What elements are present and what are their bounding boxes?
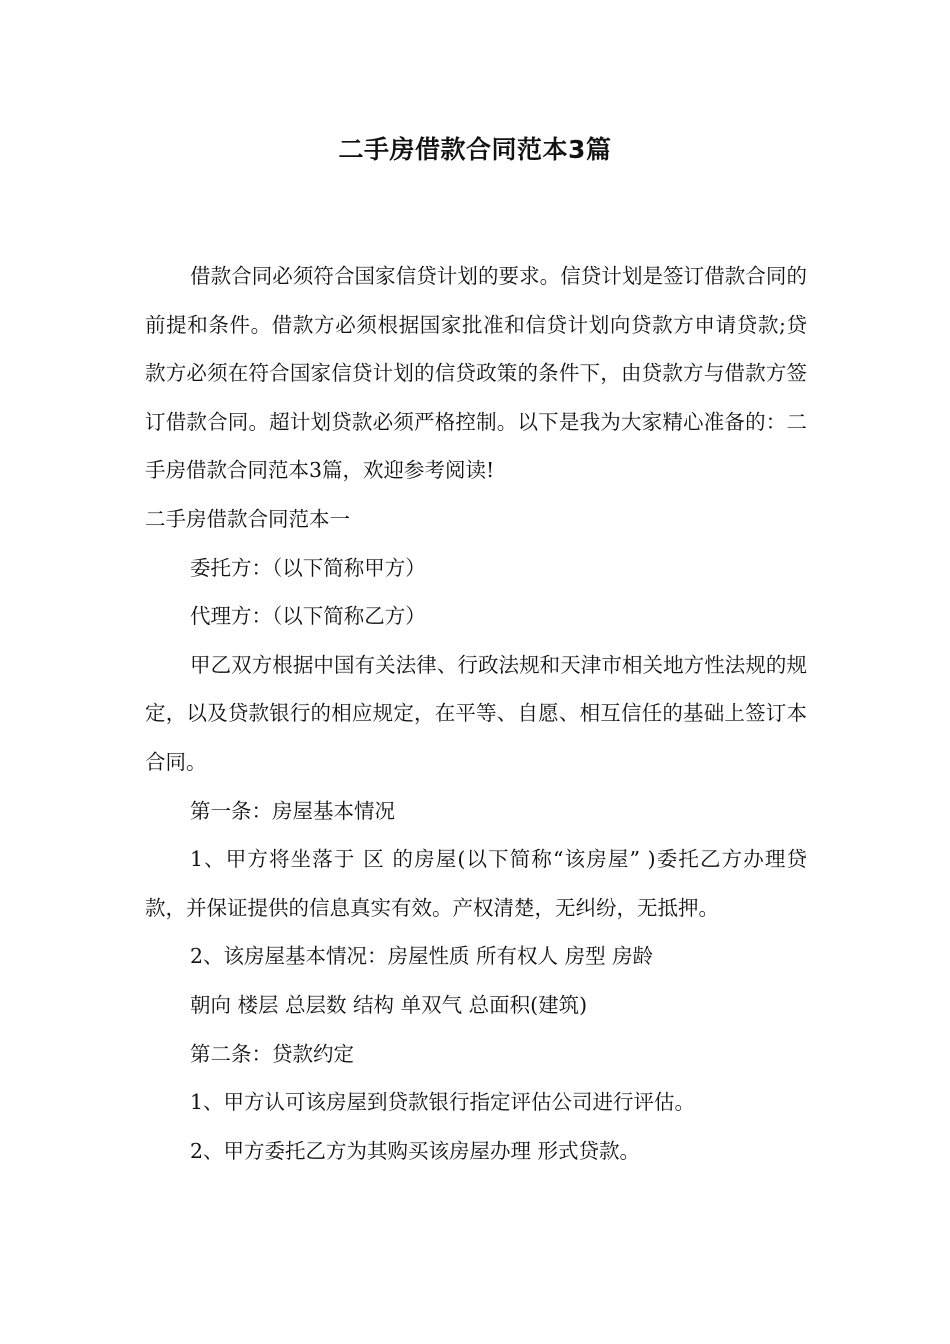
article-one-clause-2: 2、该房屋基本情况：房屋性质 所有权人 房型 房龄 [190,944,654,969]
article-one-heading: 第一条：房屋基本情况 [190,798,395,823]
article-one-clause-1: 1、甲方将坐落于 区 的房屋(以下简称“该房屋” )委托乙方办理贷款，并保证提供的信息真实有效。产权清楚，无纠纷，无抵押。 [145,847,807,920]
document-title: 二手房借款合同范本3篇 [338,135,612,164]
article-one-clause-2-continued: 朝向 楼层 总层数 结构 单双气 总面积(建筑) [190,992,588,1017]
party-agent: 代理方：（以下简称乙方） [190,604,426,629]
section-heading-sample-one: 二手房借款合同范本一 [145,506,350,531]
document-body [145,252,807,1175]
article-two-heading: 第二条：贷款约定 [190,1041,354,1066]
article-two-clause-1: 1、甲方认可该房屋到贷款银行指定评估公司进行评估。 [190,1090,696,1115]
party-principal: 委托方：（以下简称甲方） [190,555,426,580]
intro-paragraph: 借款合同必须符合国家信贷计划的要求。信贷计划是签订借款合同的前提和条件。借款方必须根据国家批准和信贷计划向贷款方申请贷款;贷款方必须在符合国家信贷计划的信贷政策的条件下，由贷款方与借款方签订借款合同。超计划贷款必须严格控制。以下是我为大家精心准备的：二手房借款合同范本3篇，欢迎参考阅读! [145,264,807,483]
article-two-clause-2: 2、甲方委托乙方为其购买该房屋办理 形式贷款。 [190,1138,641,1163]
preamble-paragraph: 甲乙双方根据中国有关法律、行政法规和天津市相关地方性法规的规定，以及贷款银行的相应规定，在平等、自愿、相互信任的基础上签订本合同。 [145,652,807,774]
